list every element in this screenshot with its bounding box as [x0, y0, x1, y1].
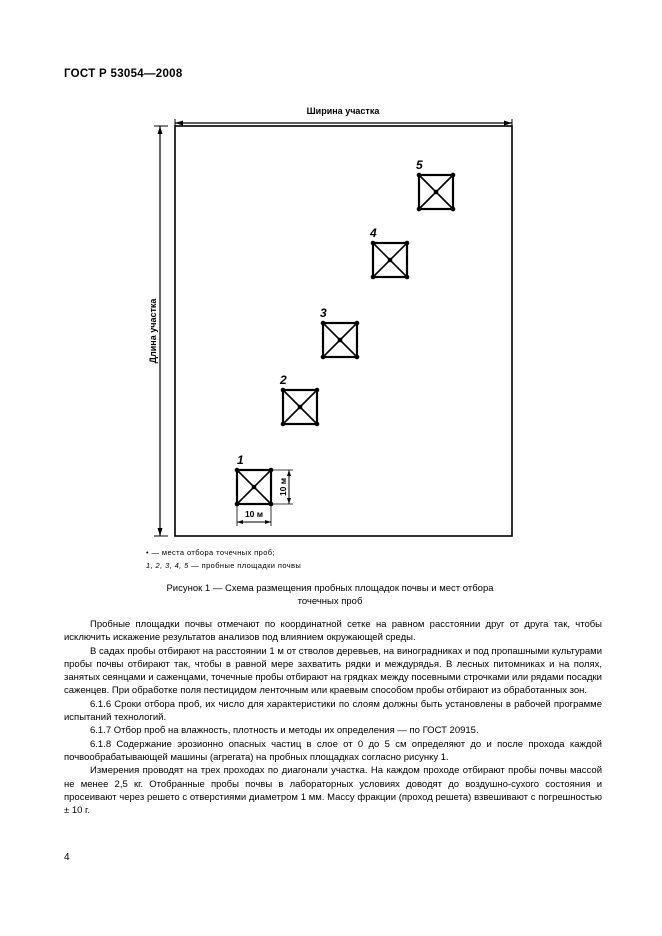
- legend-line-plots: [146, 561, 301, 570]
- body-text: [64, 618, 602, 817]
- dim-horizontal-label: 10 м: [244, 509, 264, 519]
- sample-plot-2: [279, 373, 319, 426]
- width-label: Ширина участка: [306, 106, 380, 116]
- page-number: 4: [64, 852, 70, 863]
- paragraph: Пробные площадки почвы отмечают по координатной сетке на равном расстоянии друг от друга так, чтобы исключить искажение результатов анализов под влиянием окружающей среды.: [64, 619, 602, 644]
- paragraph: В садах пробы отбирают на расстоянии 1 м от стволов деревьев, на виноградниках и под пропашными культурами пробы почвы отбирают так, чтобы в равной мере захватить рядки и междурядья. В лесных питомниках и на полях, занятых сеянцами и саженцами, точечные пробы отбирают на грядках между посевными строчками или рядами посадки саженцев. При обработке поля пестицидом ленточным или краевым способом пробы отбирают из обработанных зон.: [64, 645, 602, 697]
- plot-number: 3: [320, 306, 327, 320]
- paragraph: 6.1.6 Сроки отбора проб, их число для характеристики по слоям должны быть установлены в рабочей программе испытаний технологий.: [64, 698, 602, 724]
- legend-line-points: • — места отбора точечных проб;: [146, 548, 275, 557]
- paragraph: 6.1.7 Отбор проб на влажность, плотность и методы их определения — по ГОСТ 20915.: [90, 725, 479, 737]
- paragraph: Измерения проводят на трех проходах по диагонали участка. На каждом проходе отбирают пробы почвы массой не менее 2,5 кг. Отобранные пробы почвы в лабораторных условиях доводят до воздушно-сухого состояния и просеивают через решето с отверстиями диаметром 1 мм. Массу фракции (проход решета) взвешивают с погрешностью ± 10 г.: [64, 765, 602, 817]
- length-dimension: [148, 126, 168, 536]
- plot-number: 1: [237, 453, 244, 467]
- legend-plot-text: — пробные площадки почвы: [188, 561, 302, 570]
- sample-plot-1: [235, 453, 274, 506]
- legend-plot-numbers: 1, 2, 3, 4, 5: [146, 561, 189, 570]
- dim-vertical-label: 10 м: [278, 477, 288, 497]
- width-dimension: [175, 106, 512, 131]
- sample-plot-3: [320, 306, 359, 359]
- plot-number: 5: [416, 158, 423, 172]
- standard-header: ГОСТ Р 53054—2008: [64, 68, 183, 80]
- length-label: Длина участка: [148, 298, 158, 364]
- sample-plot-4: [369, 226, 409, 279]
- figure-caption: Рисунок 1 — Схема размещения пробных площадок почвы и мест отбора точечных проб: [166, 583, 494, 607]
- plot-number: 2: [280, 373, 287, 387]
- field-boundary: [175, 126, 512, 536]
- sample-plot-5: [416, 158, 455, 211]
- paragraph: 6.1.8 Содержание эрозионно опасных частиц в слое от 0 до 5 см определяют до и после прохода каждой почвообрабатывающей машины (агрегата) на пробных площадках согласно рисунку 1.: [64, 738, 602, 763]
- plot-number: 4: [370, 226, 377, 240]
